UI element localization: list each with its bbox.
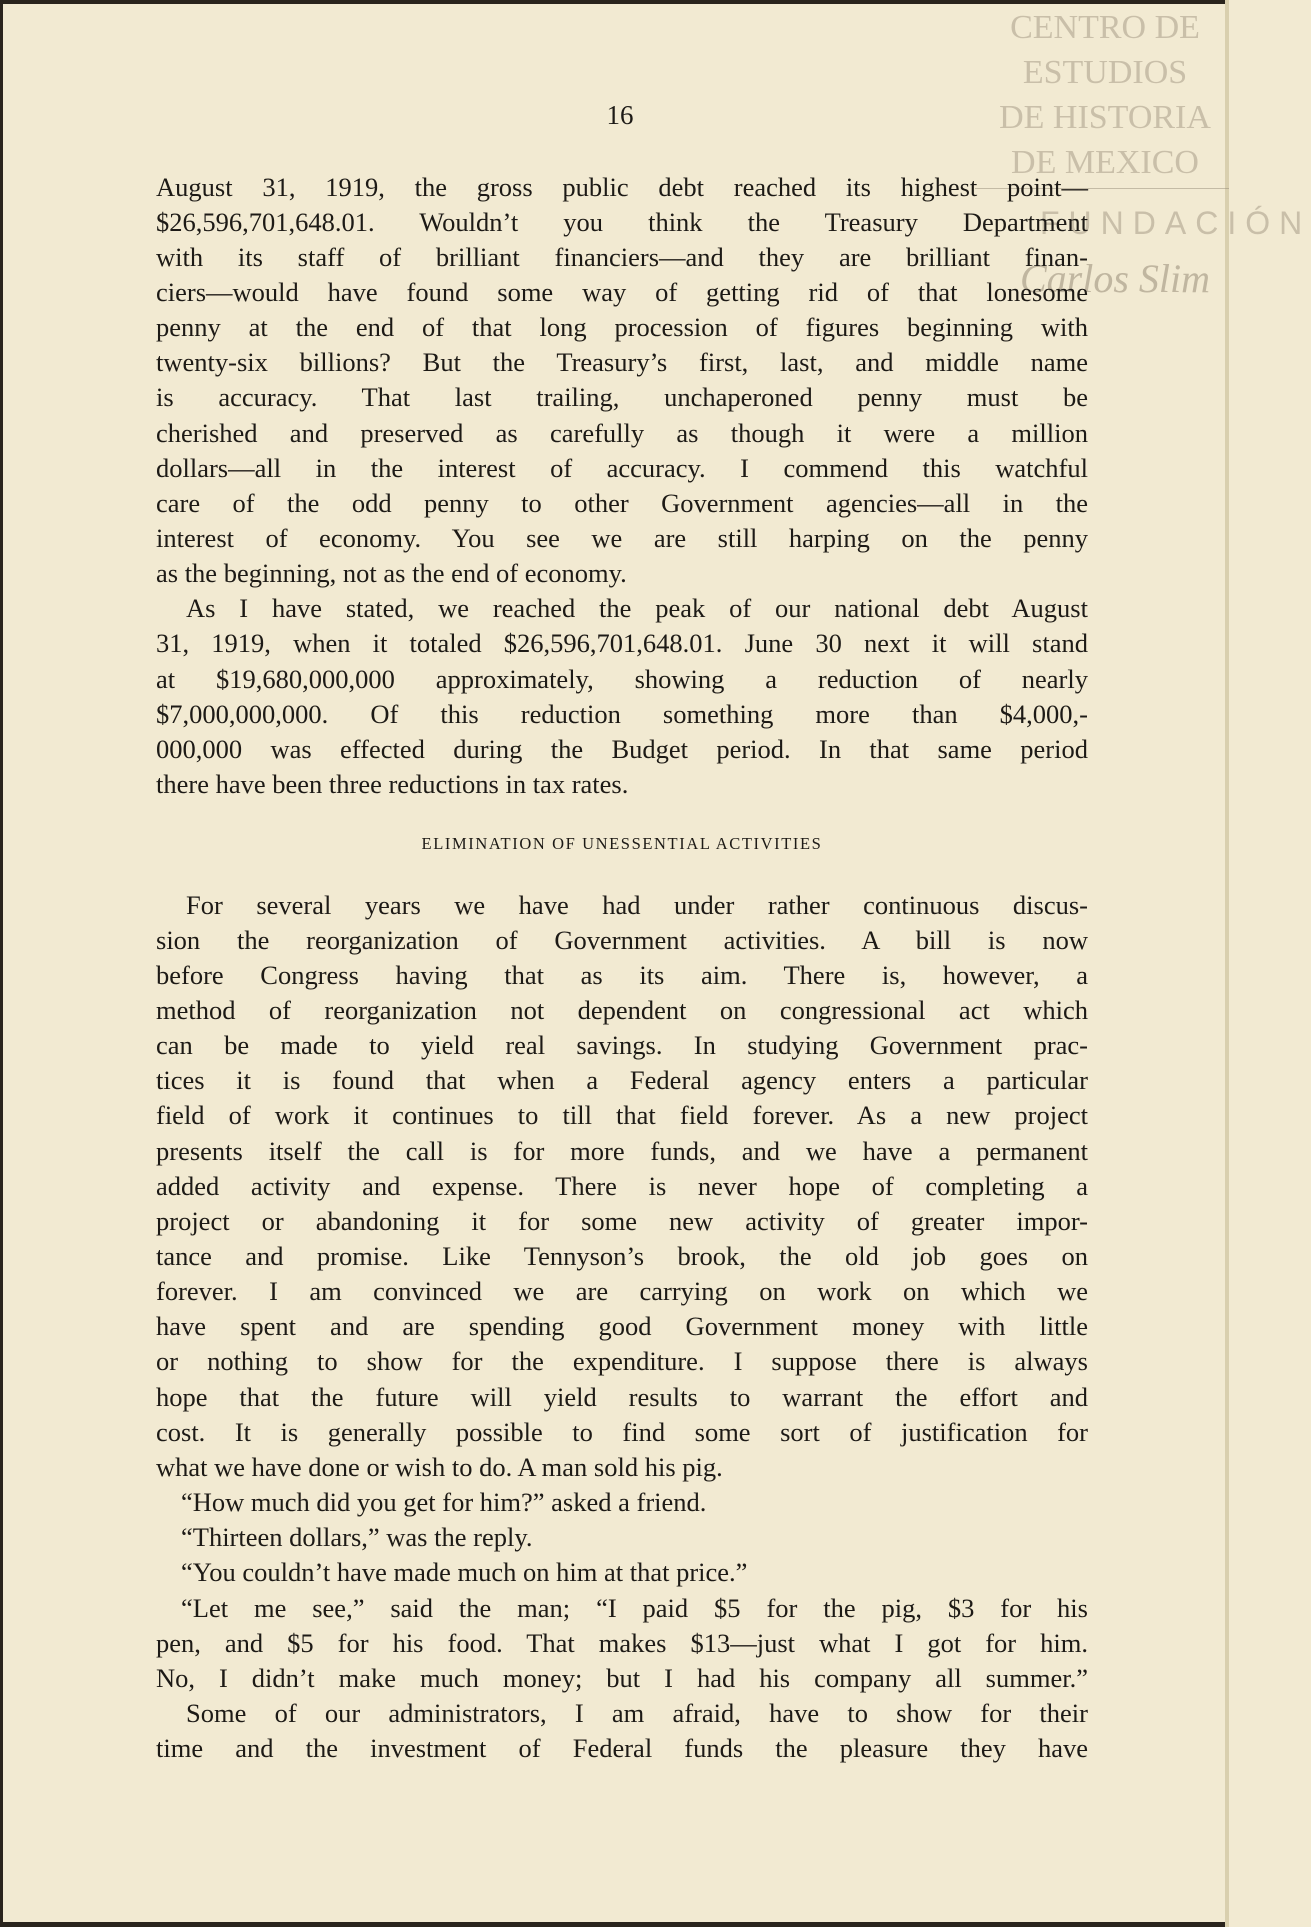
text-line: $26,596,701,648.01. Wouldn’t you think the Treasury Department [156,206,1088,237]
text-line: presents itself the call is for more funds, and we have a permanent [156,1135,1088,1166]
text-line: what we have done or wish to do. A man sold his pig. [156,1451,723,1482]
text-line: there have been three reductions in tax rates. [156,769,629,800]
text-line: tance and promise. Like Tennyson’s brook, the old job goes on [156,1241,1088,1271]
text-line: project or abandoning it for some new activity of greater impor- [156,1205,1088,1236]
text-line: sion the reorganization of Government activities. A bill is now [156,924,1088,955]
text-line: Some of our administrators, I am afraid, have to show for their [186,1697,1088,1728]
text-line: forever. I am convinced we are carrying on work on which we [156,1276,1088,1307]
text-line: No, I didn’t make much money; but I had his company all summer.” [156,1662,1088,1693]
text-line: method of reorganization not dependent on congressional act which [156,994,1088,1025]
text-line: hope that the future will yield results to warrant the effort and [156,1381,1088,1412]
text-line: “Let me see,” said the man; “I paid $5 for the pig, $3 for his [181,1592,1088,1623]
section-heading: ELIMINATION OF UNESSENTIAL ACTIVITIES [421,834,823,853]
text-line: have spent and are spending good Government money with little [156,1311,1088,1342]
watermark [985,5,1225,185]
text-line: ciers—would have found some way of getting rid of that lonesome [156,276,1088,307]
text-line: at $19,680,000,000 approximately, showing a reduction of nearly [156,663,1088,694]
text-line: As I have stated, we reached the peak of our national debt August [186,593,1088,624]
text-line: with its staff of brilliant financiers—and they are brilliant finan- [156,241,1088,272]
text-line: added activity and expense. There is never hope of completing a [156,1170,1088,1201]
text-line: care of the odd penny to other Government agencies—all in the [156,487,1088,518]
scan-edge-right [1225,0,1229,1927]
page-number: 16 [606,100,634,130]
text-line: twenty-six billions? But the Treasury’s first, last, and middle name [156,347,1088,378]
text-line: pen, and $5 for his food. That makes $13—just what I got for him. [156,1627,1088,1658]
watermark-signature: Carlos Slim [1020,256,1211,301]
text-line: field of work it continues to till that field forever. As a new project [156,1100,1088,1131]
text-line: penny at the end of that long procession of figures beginning with [156,312,1088,343]
text-line: as the beginning, not as the end of economy. [156,558,627,589]
text-line: 000,000 was effected during the Budget period. In that same period [156,733,1088,764]
text-line: cost. It is generally possible to find some sort of justification for [156,1416,1088,1447]
text-line: For several years we have had under rather continuous discus- [186,889,1088,920]
watermark-line: DE HISTORIA [999,99,1211,136]
text-line: cherished and preserved as carefully as though it were a million [156,417,1088,448]
watermark-line: DE MEXICO [1011,144,1199,181]
scan-edge-bottom [0,1922,1229,1927]
text-line: August 31, 1919, the gross public debt reached its highest point— [156,171,1088,202]
text-line: time and the investment of Federal funds the pleasure they have [156,1733,1088,1764]
text-line: before Congress having that as its aim. There is, however, a [156,959,1088,990]
text-line: or nothing to show for the expenditure. I suppose there is always [156,1346,1088,1377]
text-line: “Thirteen dollars,” was the reply. [181,1522,533,1553]
watermark-line: CENTRO DE [1010,9,1200,46]
text-line: $7,000,000,000. Of this reduction something more than $4,000,- [156,698,1088,729]
text-line: can be made to yield real savings. In studying Government prac- [156,1030,1088,1061]
watermark-foundation: FUNDACIÓN [1040,205,1311,241]
watermark-line: ESTUDIOS [1022,54,1188,91]
text-line: “You couldn’t have made much on him at that price.” [181,1557,748,1588]
text-line: interest of economy. You see we are still harping on the penny [156,523,1088,553]
text-line: dollars—all in the interest of accuracy. I commend this watchful [156,452,1088,483]
text-line: is accuracy. That last trailing, unchaperoned penny must be [156,382,1088,413]
scan-edge-left [0,0,3,1927]
scan-edge-top [0,0,1229,4]
text-line: 31, 1919, when it totaled $26,596,701,648.01. June 30 next it will stand [156,628,1088,659]
text-line: tices it is found that when a Federal agency enters a particular [156,1065,1088,1096]
text-line: “How much did you get for him?” asked a friend. [181,1487,707,1518]
